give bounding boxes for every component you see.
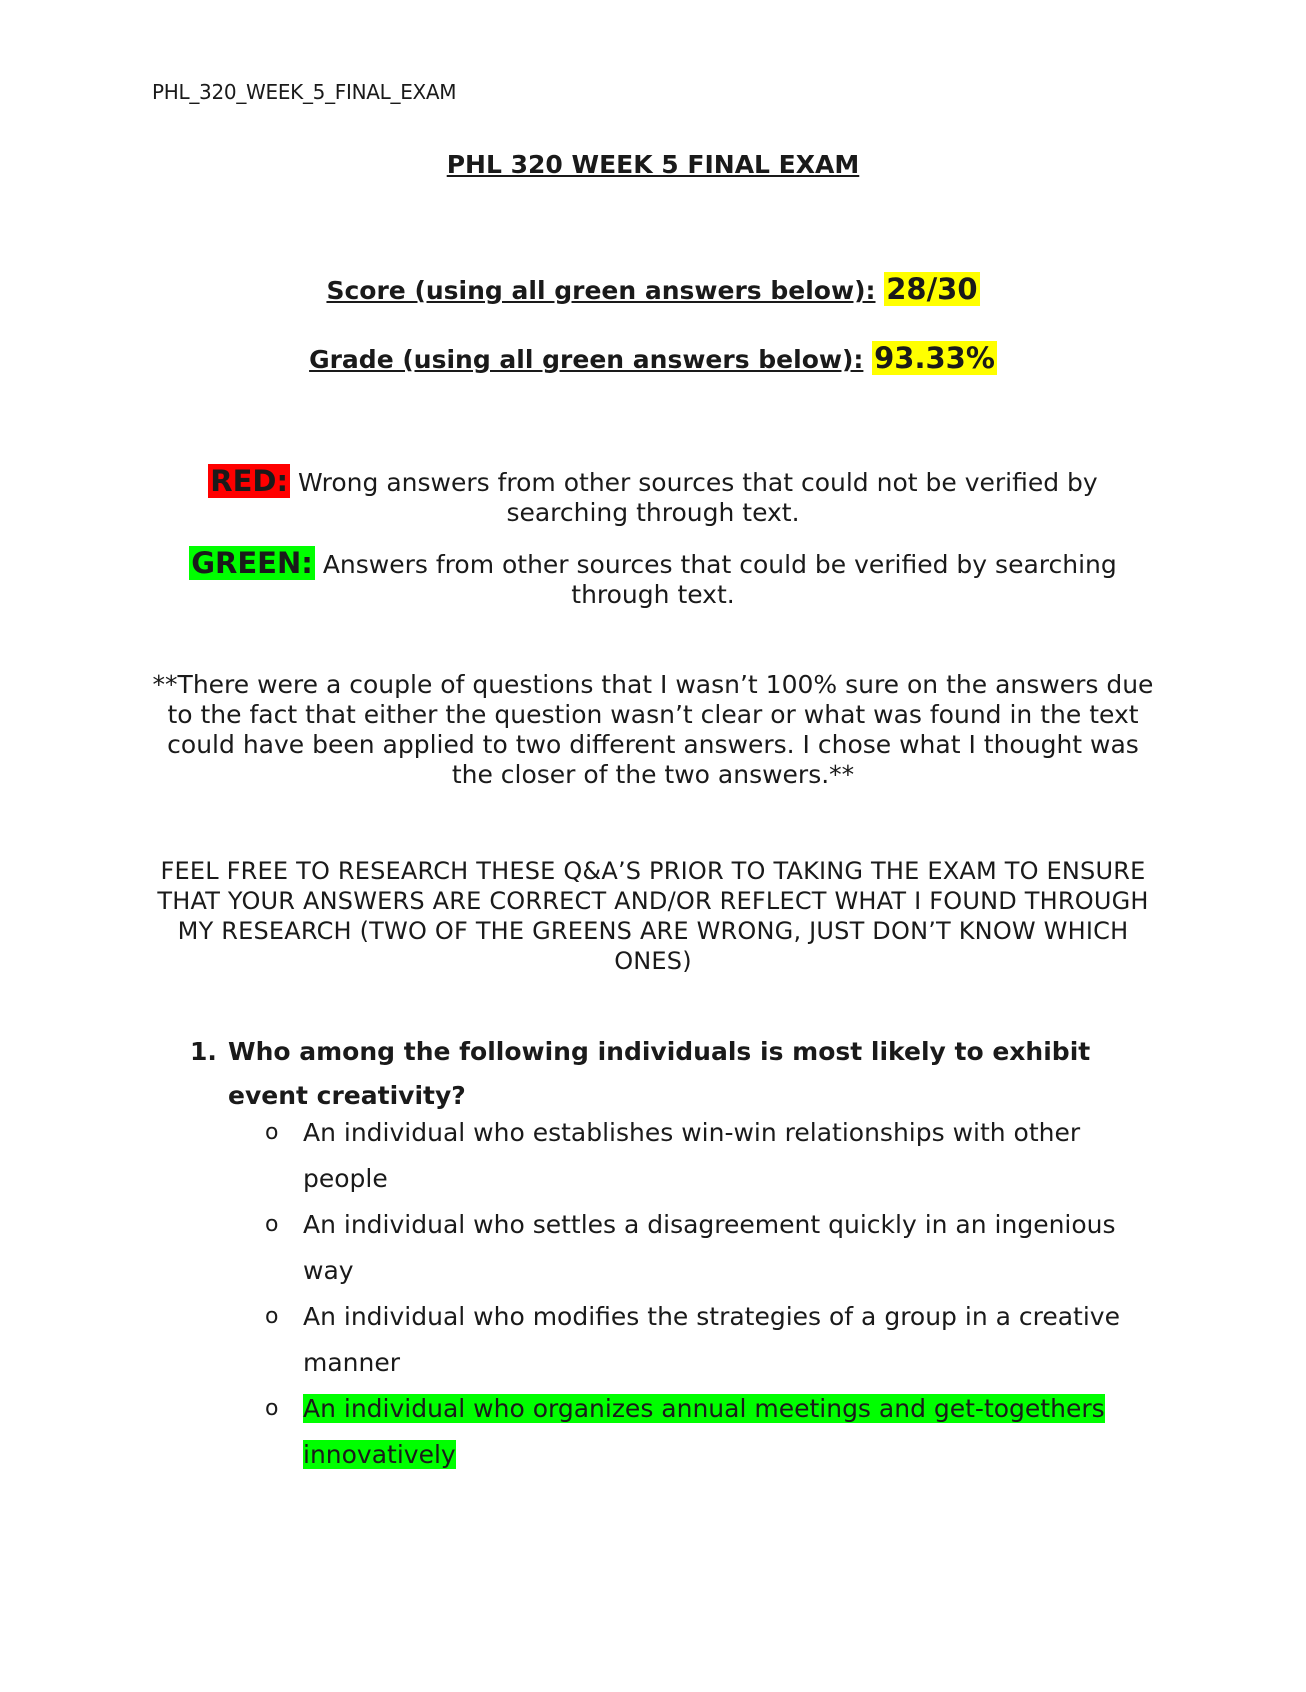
- question-1: [190, 1030, 1140, 1118]
- score-value: 28/30: [886, 272, 978, 306]
- red-description: Wrong answers from other sources that could not be verified by searching through text.: [298, 468, 1098, 527]
- bullet-marker: o: [265, 1304, 279, 1329]
- grade-label: Grade (using all green answers below):: [309, 345, 864, 374]
- score-line: [150, 272, 1156, 306]
- bullet-marker: o: [265, 1212, 279, 1237]
- option-text: An individual who modifies the strategies of a group in a creative manner: [303, 1302, 1120, 1377]
- answer-option-correct: [265, 1386, 1145, 1478]
- answer-option: [265, 1294, 1145, 1386]
- answer-option: [265, 1202, 1145, 1294]
- research-note: FEEL FREE TO RESEARCH THESE Q&A’S PRIOR TO TAKING THE EXAM TO ENSURE THAT YOUR ANSWERS ARE CORRECT AND/OR REFLECT WHAT I FOUND THROUGH MY RESEARCH (TWO OF THE GREENS ARE WRONG, JUST DON’T KNOW WHICH ONES): [157, 857, 1149, 975]
- legend-green: [150, 548, 1156, 610]
- grade-line: [150, 341, 1156, 375]
- highlighted-answer: An individual who organizes annual meetings and get-togethers innovatively: [303, 1394, 1105, 1469]
- green-tag: GREEN:: [191, 546, 313, 580]
- page-title: PHL 320 WEEK 5 FINAL EXAM: [446, 150, 860, 179]
- running-header: PHL_320_WEEK_5_FINAL_EXAM: [152, 80, 457, 104]
- answer-option: [265, 1110, 1145, 1202]
- red-tag: RED:: [210, 464, 289, 498]
- uncertainty-note: **There were a couple of questions that I wasn’t 100% sure on the answers due to the fact that either the question wasn’t clear or what was found in the text could have been applied to two different answers. I chose what I thought was the closer of the two answers.**: [152, 670, 1154, 789]
- bullet-marker: o: [265, 1120, 279, 1145]
- answer-options: [265, 1110, 1145, 1478]
- bullet-marker: o: [265, 1396, 279, 1421]
- legend-red: [150, 466, 1156, 528]
- score-label: Score (using all green answers below):: [326, 276, 876, 305]
- green-description: Answers from other sources that could be verified by searching through text.: [322, 550, 1117, 609]
- option-text: An individual who settles a disagreement quickly in an ingenious way: [303, 1210, 1116, 1285]
- question-text: Who among the following individuals is most likely to exhibit event creativity?: [228, 1037, 1091, 1110]
- grade-value: 93.33%: [874, 341, 995, 375]
- option-text: An individual who establishes win-win relationships with other people: [303, 1118, 1081, 1193]
- question-number: 1.: [190, 1037, 217, 1066]
